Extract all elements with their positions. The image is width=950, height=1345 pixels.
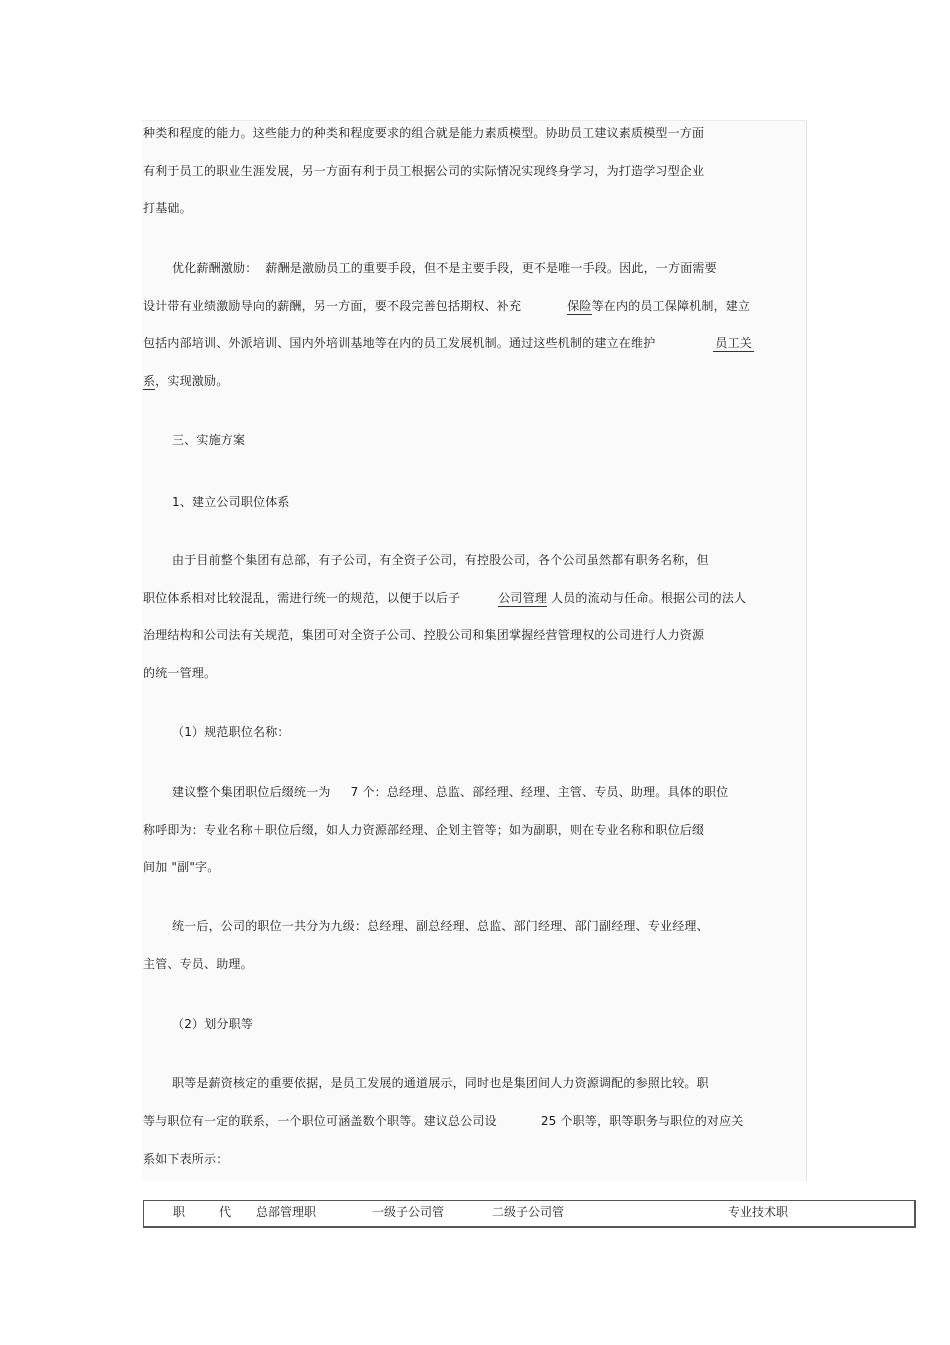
paragraph-line: 统一后，公司的职位一共分为九级：总经理、副总经理、总监、部门经理、部门副经理、专业经理、 — [172, 919, 709, 933]
section-heading: 三、实施方案 — [172, 433, 246, 447]
paragraph-line: 称呼即为：专业名称＋职位后缀，如人力资源部经理、企划主管等；如为副职，则在专业名称和职位后缀 — [143, 823, 705, 837]
paragraph-line: 由于目前整个集团有总部，有子公司，有全资子公司，有控股公司，各个公司虽然都有职务名称，但 — [172, 553, 709, 567]
paragraph-line: 治理结构和公司法有关规范，集团可对全资子公司、控股公司和集团掌握经营管理权的公司进行人力资源 — [143, 628, 705, 642]
table-header-cell: 专业技术职 — [728, 1205, 789, 1219]
paragraph-line: 有利于员工的职业生涯发展，另一方面有利于员工根据公司的实际情况实现终身学习，为打造学习型企业 — [143, 164, 705, 178]
paragraph-line: 的统一管理。 — [143, 666, 217, 680]
paragraph-line: 间加 "副"字。 — [143, 860, 220, 874]
subsection-heading: 1、建立公司职位体系 — [172, 495, 290, 509]
table-header-cell: 职 — [173, 1205, 186, 1219]
position-grade-table — [143, 1200, 916, 1228]
paragraph-line: 职等是薪资核定的重要依据，是员工发展的通道展示，同时也是集团间人力资源调配的参照比较。职 — [172, 1076, 709, 1090]
table-header-cell: 总部管理职 — [256, 1205, 317, 1219]
paragraph-line: 打基础。 — [143, 201, 192, 215]
paragraph-line: 设计带有业绩激励导向的薪酬，另一方面，要不段完善包括期权、补充 保险等在内的员工保障机制，建立 — [143, 299, 751, 313]
paragraph-line: 主管、专员、助理。 — [143, 957, 253, 971]
paragraph-line: 系如下表所示： — [143, 1152, 229, 1166]
employee-relations-link[interactable]: 员工关 — [715, 336, 753, 350]
paragraph-line: 等与职位有一定的联系，一个职位可涵盖数个职等。建议总公司设 25 个职等，职等职务与职位的对应关 — [143, 1114, 744, 1128]
insurance-link[interactable]: 保险 — [567, 299, 592, 313]
subsection-heading: （1）规范职位名称： — [172, 725, 290, 739]
subsection-heading: （2）划分职等 — [172, 1017, 254, 1031]
table-header-cell: 二级子公司管 — [492, 1205, 565, 1219]
paragraph-line: 建议整个集团职位后缀统一为 7 个：总经理、总监、部经理、经理、主管、专员、助理。具体的职位 — [172, 785, 729, 799]
company-management-link[interactable]: 公司管理 — [498, 591, 548, 605]
table-header-cell: 一级子公司管 — [372, 1205, 445, 1219]
employee-relations-link-cont[interactable]: 系 — [143, 374, 156, 388]
paragraph-line: 包括内部培训、外派培训、国内外培训基地等在内的员工发展机制。通过这些机制的建立在维护 员工关 — [143, 336, 753, 350]
table-header-cell: 代 — [219, 1205, 232, 1219]
paragraph-line: 职位体系相对比较混乱，需进行统一的规范，以便于以后子 公司管理 人员的流动与任命。根据公司的法人 — [143, 591, 747, 605]
section-label: 优化薪酬激励： — [172, 261, 258, 275]
paragraph-line: 优化薪酬激励： 薪酬是激励员工的重要手段，但不是主要手段，更不是唯一手段。因此，一方面需要 — [172, 261, 717, 275]
paragraph-line: 系，实现激励。 — [143, 374, 229, 388]
paragraph-line: 种类和程度的能力。这些能力的种类和程度要求的组合就是能力素质模型。协助员工建议素质模型一方面 — [143, 126, 705, 140]
